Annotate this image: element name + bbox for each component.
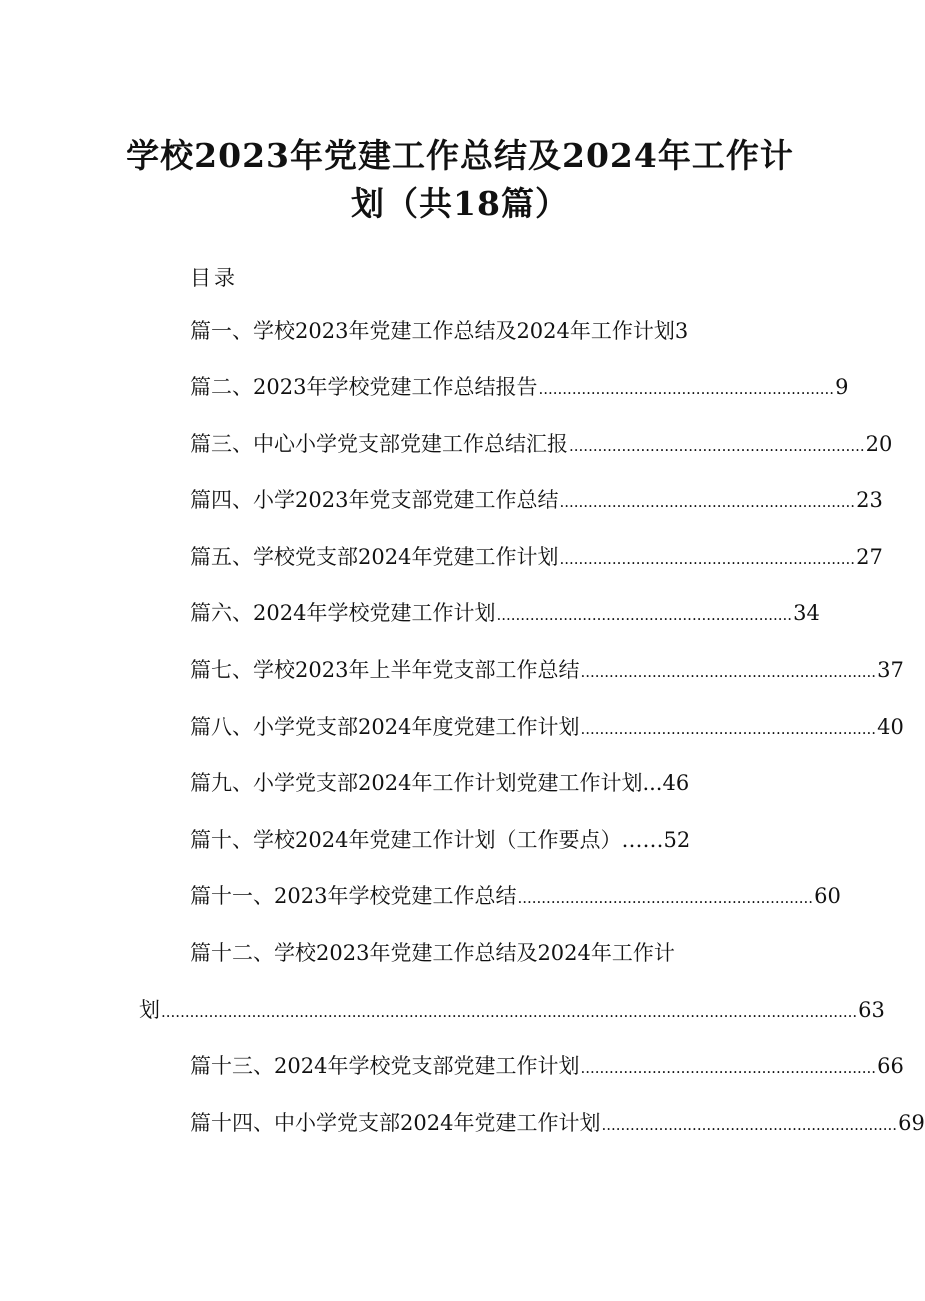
toc-entry[interactable] [190,1108,925,1140]
toc-entry[interactable] [190,938,750,968]
toc-entry-leader: .................................................................................................................................................. [161,1003,858,1021]
toc-entry-page: 46 [662,771,690,795]
toc-entry-page: 69 [898,1111,925,1135]
toc-entry-page: 63 [858,998,885,1022]
toc-entry-title: 篇十、学校2024年党建工作计划（工作要点） [190,828,622,852]
title-line-2: 划（共18篇） [351,184,569,223]
toc-entry-leader: .............................................................. [580,720,877,738]
toc-entry-leader: .............................................................. [538,380,835,398]
toc-entry-leader: .............................................................. [559,550,856,568]
toc-entry-title: 篇十四、中小学党支部2024年党建工作计划 [190,1111,601,1135]
toc-entry-leader: .............................................................. [569,437,865,455]
toc-entry-title: 划 [139,998,160,1022]
toc-entry-leader: .............................................................. [601,1116,898,1134]
toc-entry[interactable] [190,598,820,630]
toc-entry-title: 篇五、学校党支部2024年党建工作计划 [190,545,559,569]
toc-entry[interactable] [190,542,883,574]
toc-entry[interactable] [190,429,893,461]
toc-entry[interactable] [190,485,883,517]
toc-entry-page: 52 [663,828,691,852]
document-title [110,132,810,228]
toc-entry-page: 34 [793,601,820,625]
toc-entry-title: 篇一、学校2023年党建工作总结及2024年工作计划 [190,319,675,343]
toc-entry-page: 60 [814,884,841,908]
toc-entry-title: 篇四、小学2023年党支部党建工作总结 [190,488,559,512]
toc-entry-leader: .............................................................. [517,889,814,907]
toc-entry-leader: .............................................................. [496,606,793,624]
toc-entry-title: 篇三、中心小学党支部党建工作总结汇报 [190,432,568,456]
toc-entry-page: 66 [877,1054,904,1078]
toc-entry-leader: .............................................................. [580,663,877,681]
toc-entry[interactable] [190,1051,904,1083]
toc-entry-leader: …… [621,828,664,852]
toc-entry[interactable] [190,825,750,855]
toc-entry-title: 篇二、2023年学校党建工作总结报告 [190,375,538,399]
toc-entry[interactable] [190,712,904,744]
toc-entry-leader: .............................................................. [559,493,856,511]
toc-entry-page: 9 [835,375,849,399]
toc-entry[interactable] [190,655,904,687]
toc-entry-title: 篇十二、学校2023年党建工作总结及2024年工作计 [190,941,675,965]
toc-entry-page: 40 [877,715,904,739]
toc-entry-page: 20 [865,432,893,456]
toc-entry-page: 27 [856,545,883,569]
toc-entry-title: 篇十三、2024年学校党支部党建工作计划 [190,1054,580,1078]
toc-entry-title: 篇九、小学党支部2024年工作计划党建工作计划 [190,771,643,795]
toc-entry-leader: .............................................................. [580,1059,877,1077]
toc-entry-title: 篇七、学校2023年上半年党支部工作总结 [190,658,580,682]
toc-entry-page: 23 [856,488,883,512]
toc-entry-leader: ... [642,771,663,795]
toc-entry-title: 篇十一、2023年学校党建工作总结 [190,884,517,908]
toc-entry[interactable] [190,316,750,346]
toc-entry[interactable] [190,372,849,404]
toc-entry-title: 篇六、2024年学校党建工作计划 [190,601,496,625]
toc-entry-continuation[interactable] [139,995,885,1027]
toc-entry[interactable] [190,881,841,913]
toc-entry-page: 3 [674,319,689,343]
toc-entry-page: 37 [877,658,904,682]
toc-heading: 目录 [190,266,238,290]
toc-entry[interactable] [190,768,750,798]
title-line-1: 学校2023年党建工作总结及2024年工作计 [126,136,794,175]
toc-entry-title: 篇八、小学党支部2024年度党建工作计划 [190,715,580,739]
